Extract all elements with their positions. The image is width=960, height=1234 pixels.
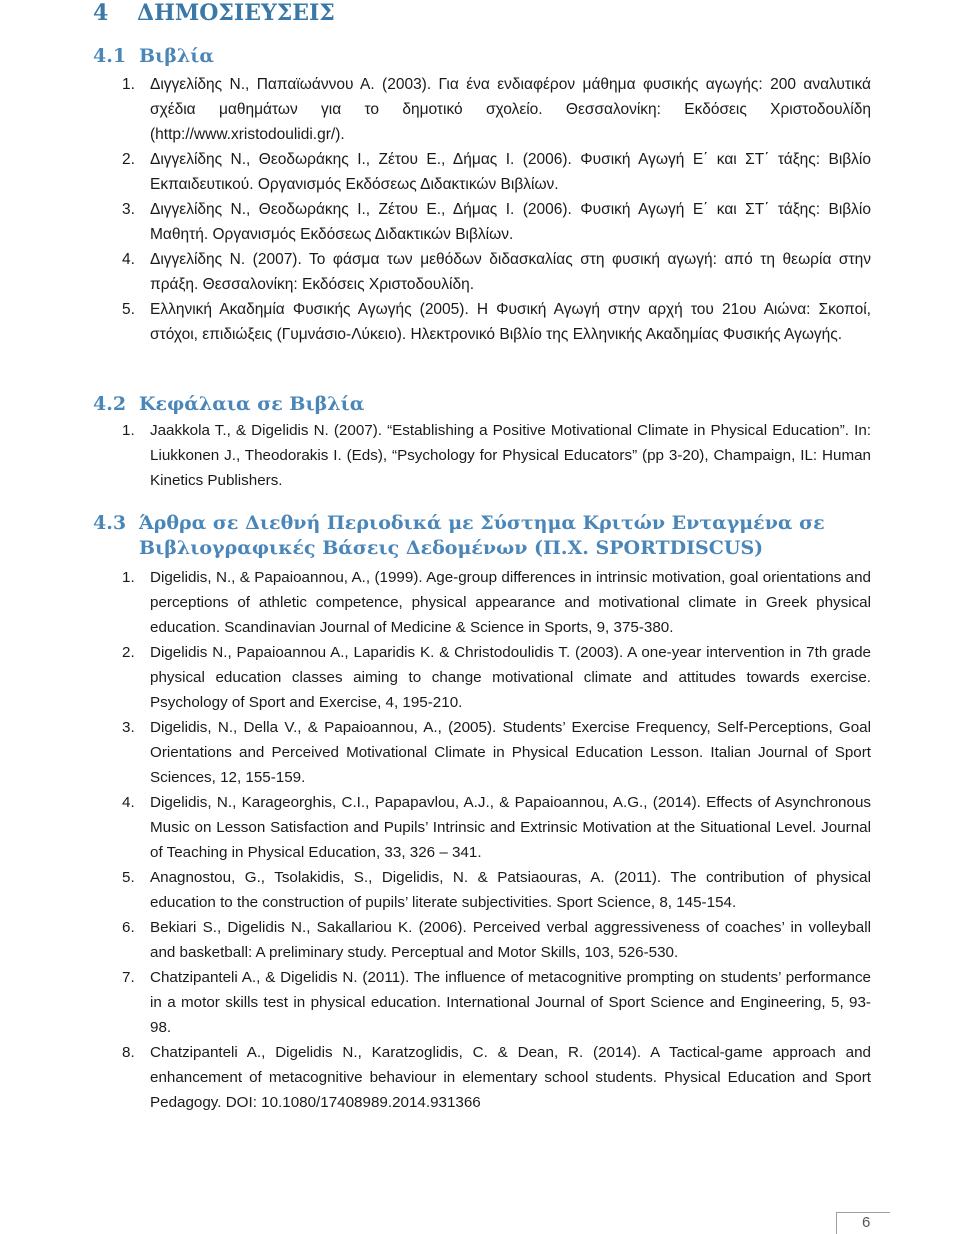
- section-title: Κεφάλαια σε Βιβλία: [139, 393, 365, 415]
- item-number: 5.: [122, 301, 135, 318]
- list-item: [122, 565, 871, 640]
- section-title: Βιβλία: [139, 45, 215, 67]
- item-number: 2.: [122, 644, 135, 661]
- books-list: [122, 72, 871, 347]
- list-item: [122, 965, 871, 1040]
- item-number: 5.: [122, 869, 135, 886]
- list-item: [122, 297, 871, 347]
- item-text: Digelidis, N., Karageorghis, C.I., Papapavlou, A.J., & Papaioannou, A.G., (2014). Effects of Asynchronous Music on Lesson Satisfaction and Pupils’ Intrinsic and Extrinsic Motivation at the Situational Level. Journal of Teaching in Physical Education, 33, 326 – 341.: [150, 794, 871, 861]
- item-text: Anagnostou, G., Tsolakidis, S., Digelidis, N. & Patsiaouras, A. (2011). The contribution of physical education to the construction of pupils’ literate subjectivities. Sport Science, 8, 145-154.: [150, 869, 871, 911]
- item-text: Jaakkola T., & Digelidis N. (2007). “Establishing a Positive Motivational Climate in Physical Education”. In: Liukkonen J., Theodorakis I. (Eds), “Psychology for Physical Educators” (pp 3-20), Champaign, IL: Human Kinetics Publishers.: [150, 422, 871, 489]
- chapters-list: [122, 418, 871, 493]
- list-item: [122, 640, 871, 715]
- item-number: 3.: [122, 719, 135, 736]
- list-item: [122, 1040, 871, 1115]
- chapter-title: ΔΗΜΟΣΙΕΥΣΕΙΣ: [137, 0, 335, 26]
- chapter-number: 4: [93, 0, 109, 26]
- chapter-heading: [93, 0, 335, 26]
- list-item: [122, 72, 871, 147]
- list-item: [122, 197, 871, 247]
- item-number: 4.: [122, 794, 135, 811]
- item-number: 1.: [122, 76, 135, 93]
- item-number: 1.: [122, 422, 135, 439]
- item-text: Διγγελίδης Ν., Παπαϊωάννου Α. (2003). Για ένα ενδιαφέρον μάθημα φυσικής αγωγής: 200 αναλυτικά σχέδια μαθημάτων για το δημοτικό σχολείο. Θεσσαλονίκη: Εκδόσεις Χριστοδουλίδη (http://www.xristodoulidi.gr/).: [150, 76, 871, 143]
- item-text: Bekiari S., Digelidis N., Sakallariou K. (2006). Perceived verbal aggressiveness of coaches’ in volleyball and basketball: A preliminary study. Perceptual and Motor Skills, 103, 526-530.: [150, 919, 871, 961]
- section-heading-chapters: [93, 392, 364, 417]
- item-text: Διγγελίδης Ν., Θεοδωράκης Ι., Ζέτου Ε., Δήμας Ι. (2006). Φυσική Αγωγή Ε΄ και ΣΤ΄ τάξης: Βιβλίο Μαθητή. Οργανισμός Εκδόσεως Διδακτικών Βιβλίων.: [150, 201, 871, 243]
- item-number: 1.: [122, 569, 135, 586]
- section-number: 4.1: [93, 45, 127, 67]
- footer-rule-tick: [836, 1212, 837, 1234]
- item-number: 4.: [122, 251, 135, 268]
- articles-list: [122, 565, 871, 1115]
- item-text: Chatzipanteli A., Digelidis N., Karatzoglidis, C. & Dean, R. (2014). A Tactical-game approach and enhancement of metacognitive behaviour in elementary school students. Physical Education and Sport Pedagogy. DOI: 10.1080/17408989.2014.931366: [150, 1044, 871, 1111]
- item-number: 2.: [122, 151, 135, 168]
- item-text: Διγγελίδης Ν. (2007). Το φάσμα των μεθόδων διδασκαλίας στη φυσική αγωγή: από τη θεωρία στην πράξη. Θεσσαλονίκη: Εκδόσεις Χριστοδουλίδη.: [150, 251, 871, 293]
- list-item: [122, 418, 871, 493]
- section-title: Άρθρα σε Διεθνή Περιοδικά με Σύστημα Κριτών Ενταγμένα σε Βιβλιογραφικές Βάσεις Δεδομένων (Π.Χ. SPORTDISCUS): [139, 512, 825, 559]
- list-item: [122, 247, 871, 297]
- item-text: Διγγελίδης Ν., Θεοδωράκης Ι., Ζέτου Ε., Δήμας Ι. (2006). Φυσική Αγωγή Ε΄ και ΣΤ΄ τάξης: Βιβλίο Εκπαιδευτικού. Οργανισμός Εκδόσεως Διδακτικών Βιβλίων.: [150, 151, 871, 193]
- section-number: 4.3: [93, 512, 127, 534]
- item-number: 6.: [122, 919, 135, 936]
- section-number: 4.2: [93, 393, 127, 415]
- list-item: [122, 790, 871, 865]
- item-text: Chatzipanteli A., & Digelidis N. (2011). The influence of metacognitive prompting on students’ performance in a motor skills test in physical education. International Journal of Sport Science and Engineering, 5, 93-98.: [150, 969, 871, 1036]
- item-text: Digelidis N., Papaioannou A., Laparidis K. & Christodoulidis T. (2003). A one-year intervention in 7th grade physical education classes aiming to change motivational climate and attitudes towards exercise. Psychology of Sport and Exercise, 4, 195-210.: [150, 644, 871, 711]
- list-item: [122, 915, 871, 965]
- item-text: Digelidis, N., & Papaioannou, A., (1999). Age-group differences in intrinsic motivation, goal orientations and perceptions of athletic competence, physical appearance and motivational climate in Greek physical education. Scandinavian Journal of Medicine & Science in Sports, 9, 375-380.: [150, 569, 871, 636]
- section-heading-articles: [93, 511, 893, 561]
- list-item: [122, 865, 871, 915]
- footer-rule: [836, 1212, 890, 1213]
- item-number: 7.: [122, 969, 135, 986]
- list-item: [122, 147, 871, 197]
- item-text: Ελληνική Ακαδημία Φυσικής Αγωγής (2005). Η Φυσική Αγωγή στην αρχή του 21ου Αιώνα: Σκοποί, στόχοι, επιδιώξεις (Γυμνάσιο-Λύκειο). Ηλεκτρονικό Βιβλίο της Ελληνικής Ακαδημίας Φυσικής Αγωγής.: [150, 301, 871, 343]
- item-number: 3.: [122, 201, 135, 218]
- item-number: 8.: [122, 1044, 135, 1061]
- section-heading-books: [93, 44, 214, 69]
- page-number: 6: [862, 1214, 871, 1231]
- item-text: Digelidis, N., Della V., & Papaioannou, A., (2005). Students’ Exercise Frequency, Self-Perceptions, Goal Orientations and Perceived Motivational Climate in Physical Education Lesson. Italian Journal of Sport Sciences, 12, 155-159.: [150, 719, 871, 786]
- list-item: [122, 715, 871, 790]
